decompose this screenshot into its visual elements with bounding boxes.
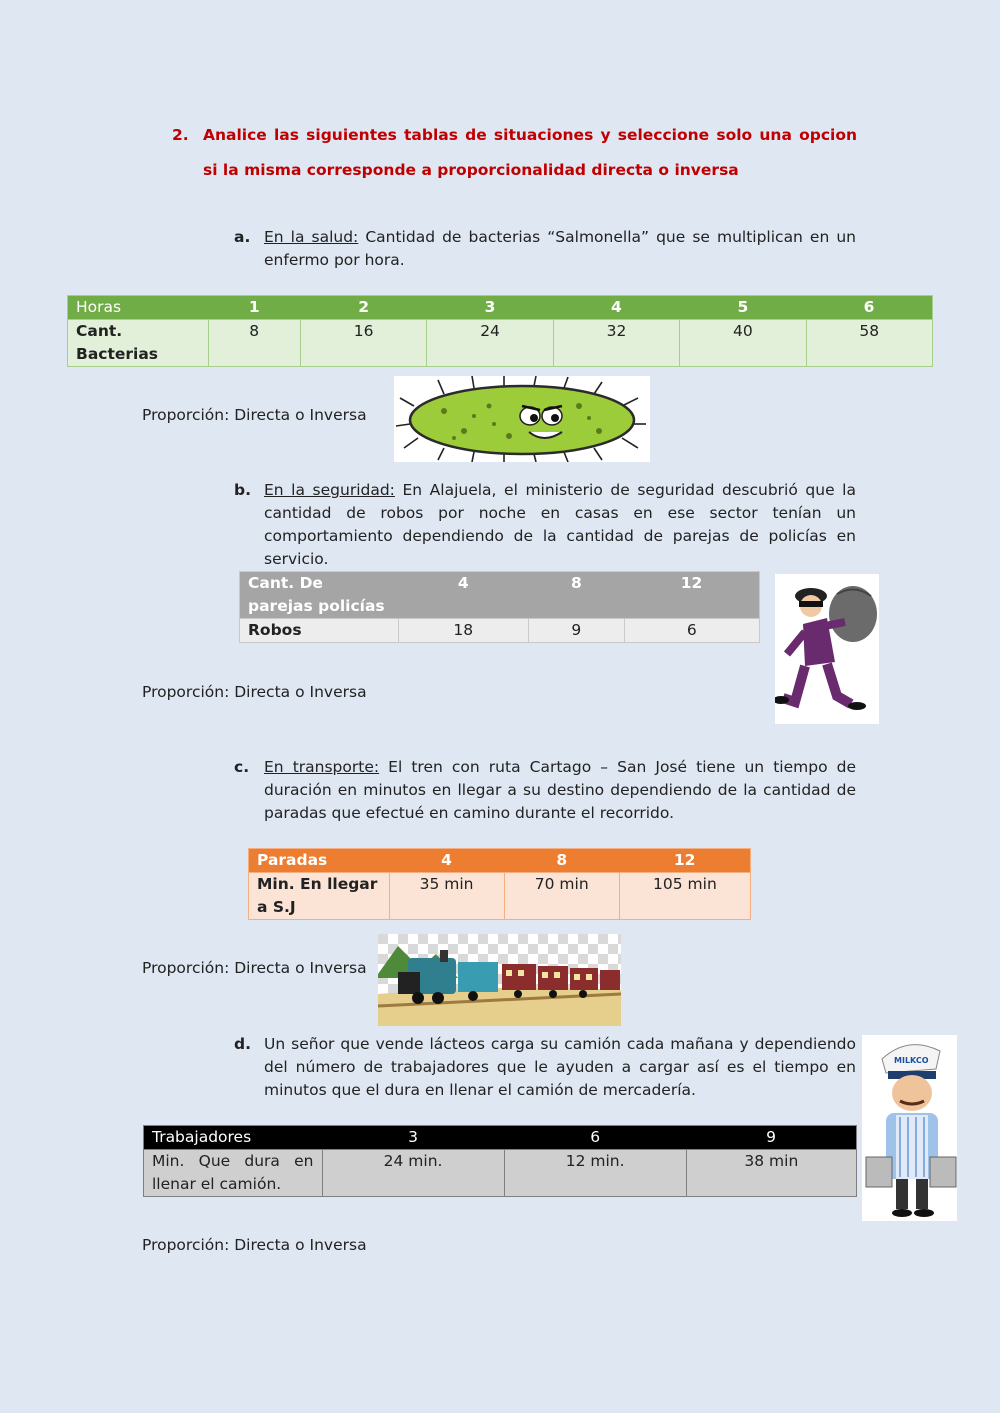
table-d-header-3: 9 <box>686 1126 856 1150</box>
item-d-text: Un señor que vende lácteos carga su camión cada mañana y dependiendo del número de trabajadores que le ayuden a cargar así es el tiempo en minutos que el dura en llenar el camión de mercadería. <box>264 1035 856 1099</box>
table-d-header-label: Trabajadores <box>144 1126 323 1150</box>
table-a-value: 8 <box>208 320 300 367</box>
table-c-header-2: 8 <box>504 849 619 873</box>
table-a-row-label: Cant. Bacterias <box>68 320 209 367</box>
item-b-letter: b. <box>234 481 251 499</box>
table-b-value: 9 <box>529 619 625 643</box>
milkman-cap-text: MILKCO <box>894 1056 929 1065</box>
table-b-header-2: 8 <box>529 572 625 619</box>
proportion-b <box>142 683 367 701</box>
table-c-header-1: 4 <box>389 849 504 873</box>
item-d <box>234 1033 856 1102</box>
option-directa-a[interactable]: Directa <box>234 406 291 424</box>
table-a-header-6: 6 <box>806 296 932 320</box>
bacteria-image <box>394 376 650 462</box>
table-b-value: 6 <box>624 619 759 643</box>
table-c-header-label: Paradas <box>249 849 390 873</box>
item-c-text: El tren con ruta Cartago – San José tiene un tiempo de duración en minutos en llegar a su destino dependiendo de la cantidad de paradas que efectué en camino durante el recorrido. <box>264 758 857 822</box>
table-b-header-3: 12 <box>624 572 759 619</box>
table-b-value: 18 <box>398 619 529 643</box>
item-a-text: Cantidad de bacterias “Salmonella” que se multiplican en un enfermo por hora. <box>264 228 856 269</box>
item-a <box>234 226 856 272</box>
table-c-value: 70 min <box>504 873 619 920</box>
table-d-value: 38 min <box>686 1150 856 1197</box>
item-d-letter: d. <box>234 1035 251 1053</box>
table-d-row-label: Min. Que dura en llenar el camión. <box>144 1150 323 1197</box>
item-a-topic: En la salud: <box>264 228 359 246</box>
table-d-header-2: 6 <box>504 1126 686 1150</box>
option-directa-d[interactable]: Directa <box>234 1236 291 1254</box>
proportion-label: Proporción: <box>142 406 230 424</box>
train-image <box>378 934 621 1026</box>
table-a-header-4: 4 <box>553 296 679 320</box>
table-a-header-1: 1 <box>208 296 300 320</box>
proportion-label: Proporción: <box>142 959 230 977</box>
table-a-value: 58 <box>806 320 932 367</box>
table-robos <box>239 571 760 643</box>
table-a-header-3: 3 <box>427 296 553 320</box>
proportion-connector: o <box>295 406 305 424</box>
option-inversa-b[interactable]: Inversa <box>309 683 367 701</box>
table-d-value: 24 min. <box>322 1150 504 1197</box>
table-a-header-5: 5 <box>680 296 806 320</box>
proportion-label: Proporción: <box>142 1236 230 1254</box>
proportion-connector: o <box>295 959 305 977</box>
option-directa-c[interactable]: Directa <box>234 959 291 977</box>
table-c-value: 35 min <box>389 873 504 920</box>
table-b-header-1: 4 <box>398 572 529 619</box>
table-c-row-label: Min. En llegar a S.J <box>249 873 390 920</box>
table-a-value: 40 <box>680 320 806 367</box>
table-b-header-label: Cant. De parejas policías <box>240 572 399 619</box>
table-a-value: 16 <box>300 320 426 367</box>
table-a-header-2: 2 <box>300 296 426 320</box>
option-inversa-c[interactable]: Inversa <box>309 959 367 977</box>
thief-image <box>775 574 879 724</box>
table-d-header-1: 3 <box>322 1126 504 1150</box>
item-b-text: En Alajuela, el ministerio de seguridad descubrió que la cantidad de robos por noche en casas en ese sector tenían un comportamiento dependiendo de la cantidad de parejas de policías en servicio. <box>264 481 856 568</box>
question-text: Analice las siguientes tablas de situaciones y seleccione solo una opcion si la misma corresponde a proporcionalidad directa o inversa <box>203 126 857 179</box>
table-a-header-label: Horas <box>68 296 209 320</box>
table-c-header-3: 12 <box>619 849 750 873</box>
table-bacterias <box>67 295 933 367</box>
milkman-image <box>862 1035 957 1221</box>
option-inversa-a[interactable]: Inversa <box>309 406 367 424</box>
table-trabajadores <box>143 1125 857 1197</box>
item-b-topic: En la seguridad: <box>264 481 395 499</box>
item-b <box>234 479 856 571</box>
table-c-value: 105 min <box>619 873 750 920</box>
item-c-letter: c. <box>234 758 250 776</box>
table-d-value: 12 min. <box>504 1150 686 1197</box>
question-number: 2. <box>172 126 189 144</box>
question-title <box>172 118 857 188</box>
table-paradas <box>248 848 751 920</box>
proportion-c <box>142 959 367 977</box>
option-directa-b[interactable]: Directa <box>234 683 291 701</box>
option-inversa-d[interactable]: Inversa <box>309 1236 367 1254</box>
item-c <box>234 756 857 825</box>
item-a-letter: a. <box>234 228 251 246</box>
proportion-d <box>142 1236 367 1254</box>
proportion-label: Proporción: <box>142 683 230 701</box>
item-c-topic: En transporte: <box>264 758 380 776</box>
table-a-value: 24 <box>427 320 553 367</box>
proportion-connector: o <box>295 683 305 701</box>
proportion-a <box>142 406 367 424</box>
proportion-connector: o <box>295 1236 305 1254</box>
table-b-row-label: Robos <box>240 619 399 643</box>
table-a-value: 32 <box>553 320 679 367</box>
